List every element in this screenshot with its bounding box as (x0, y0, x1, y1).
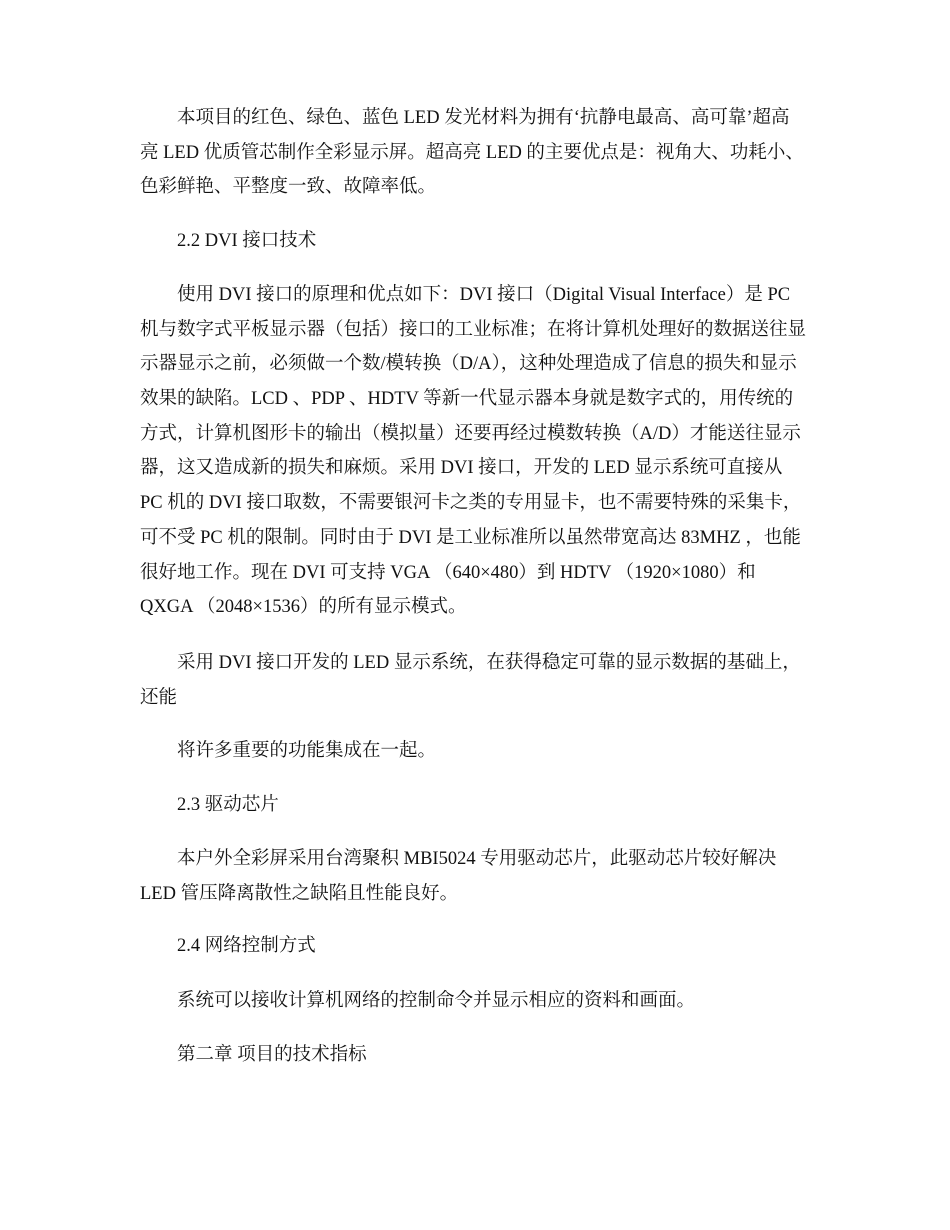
text-line: 色彩鲜艳、平整度一致、故障率低。 (140, 177, 437, 198)
heading-text: 2.2 DVI 接口技术 (177, 231, 317, 251)
text-line: 采用 DVI 接口开发的 LED 显示系统，在获得稳定可靠的显示数据的基础上， (177, 653, 801, 673)
section-heading-2-2 (140, 224, 820, 259)
text-line: 可不受 PC 机的限制。同时由于 DVI 是工业标准所以虽然带宽高达 83MHZ ，也能 (140, 527, 801, 548)
paragraph-dvi-system (140, 646, 820, 715)
paragraph-led-material (140, 101, 820, 205)
chapter-heading (140, 1038, 820, 1073)
heading-text: 2.4 网络控制方式 (177, 936, 316, 956)
text-line: 将许多重要的功能集成在一起。 (177, 741, 437, 761)
text-line: 本项目的红色、绿色、蓝色 LED 发光材料为拥有‘抗静电最高、高可靠’超高 (177, 108, 790, 128)
heading-text: 2.3 驱动芯片 (177, 795, 279, 815)
text-line: 本户外全彩屏采用台湾聚积 MBI5024 专用驱动芯片，此驱动芯片较好解决 (177, 849, 777, 869)
text-line: PC 机的 DVI 接口取数，不需要银河卡之类的专用显卡，也不需要特殊的采集卡， (140, 493, 802, 514)
section-heading-2-3 (140, 788, 820, 823)
text-line: QXGA （2048×1536）的所有显示模式。 (140, 597, 467, 618)
paragraph-integration (140, 734, 820, 769)
text-line: 很好地工作。现在 DVI 可支持 VGA （640×480）到 HDTV （1920×1080）和 (140, 562, 756, 583)
paragraph-driver-chip (140, 842, 820, 911)
text-line: 器，这又造成新的损失和麻烦。采用 DVI 接口，开发的 LED 显示系统可直接从 (140, 458, 783, 479)
text-line: 方式，计算机图形卡的输出（模拟量）还要再经过模数转换（A/D）才能送往显示 (140, 423, 801, 444)
text-line: 示器显示之前，必须做一个数/模转换（D/A），这种处理造成了信息的损失和显示 (140, 354, 797, 375)
section-heading-2-4 (140, 929, 820, 964)
paragraph-network (140, 984, 820, 1019)
text-line: LED 管压降离散性之缺陷且性能良好。 (140, 883, 459, 904)
paragraph-dvi-principle (140, 278, 820, 625)
text-line: 使用 DVI 接口的原理和优点如下：DVI 接口（Digital Visual Interface）是 PC (177, 285, 791, 305)
text-line: 还能 (140, 687, 178, 708)
text-line: 系统可以接收计算机网络的控制命令并显示相应的资料和画面。 (177, 991, 696, 1011)
text-line: 效果的缺陷。LCD 、PDP 、HDTV 等新一代显示器本身就是数字式的，用传统的 (140, 389, 794, 410)
text-line: 亮 LED 优质管芯制作全彩显示屏。超高亮 LED 的主要优点是：视角大、功耗小、 (140, 142, 804, 163)
text-line: 机与数字式平板显示器（包括）接口的工业标准；在将计算机处理好的数据送往显 (140, 319, 807, 340)
heading-text: 第二章 项目的技术指标 (177, 1045, 367, 1065)
